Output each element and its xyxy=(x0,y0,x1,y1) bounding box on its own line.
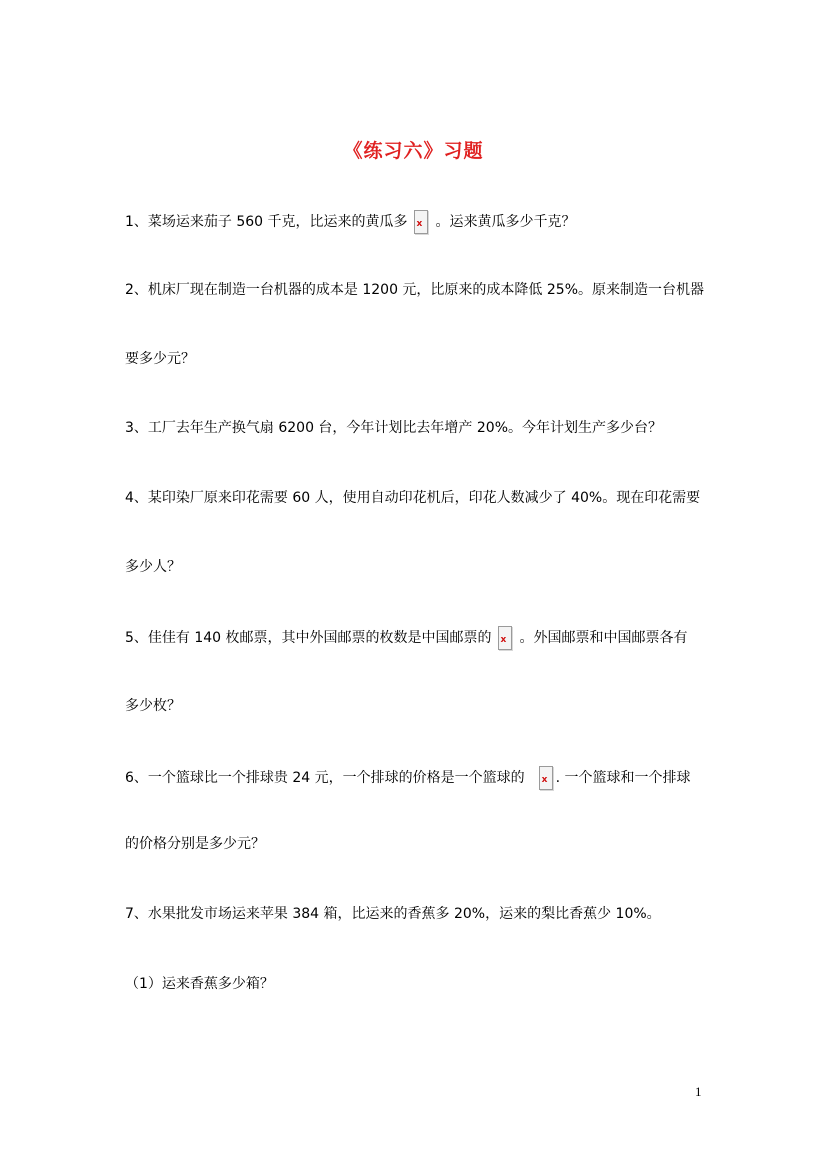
question-1-line-1 xyxy=(125,210,576,234)
broken-image-icon xyxy=(539,766,553,790)
page-number: 1 xyxy=(695,1084,702,1099)
question-2-line-2: 要多少元？ xyxy=(125,351,195,367)
question-6-text-b: . 一个篮球和一个排球 xyxy=(555,770,691,786)
question-1-text-a: 1、菜场运来茄子 560 千克，比运来的黄瓜多 xyxy=(125,214,408,230)
question-2-line-1: 2、机床厂现在制造一台机器的成本是 1200 元，比原来的成本降低 25%。原来制造一台机器 xyxy=(125,282,705,298)
question-4-line-2: 多少人？ xyxy=(125,559,181,575)
question-7-part-1: （1）运来香蕉多少箱？ xyxy=(125,976,274,992)
document-title: 《练习六》习题 xyxy=(343,140,484,162)
question-5-line-1 xyxy=(125,626,688,650)
question-6-text-a: 6、一个篮球比一个排球贵 24 元，一个排球的价格是一个篮球的 xyxy=(125,770,525,786)
question-5-line-2: 多少枚？ xyxy=(125,698,181,714)
question-7-line: 7、水果批发市场运来苹果 384 箱，比运来的香蕉多 20%，运来的梨比香蕉少 10%。 xyxy=(125,906,661,922)
question-4-line-1: 4、某印染厂原来印花需要 60 人，使用自动印花机后，印花人数减少了 40%。现在印花需要 xyxy=(125,490,701,506)
question-1-text-b: 。运来黄瓜多少千克？ xyxy=(435,214,576,230)
question-5-text-b: 。外国邮票和中国邮票各有 xyxy=(519,630,688,646)
question-6-line-1 xyxy=(125,766,691,790)
question-3-line: 3、工厂去年生产换气扇 6200 台，今年计划比去年增产 20%。今年计划生产多少台？ xyxy=(125,420,663,436)
broken-image-icon xyxy=(498,626,512,650)
broken-image-icon xyxy=(414,210,428,234)
question-6-line-2: 的价格分别是多少元？ xyxy=(125,836,265,852)
question-5-text-a: 5、佳佳有 140 枚邮票，其中外国邮票的枚数是中国邮票的 xyxy=(125,630,492,646)
